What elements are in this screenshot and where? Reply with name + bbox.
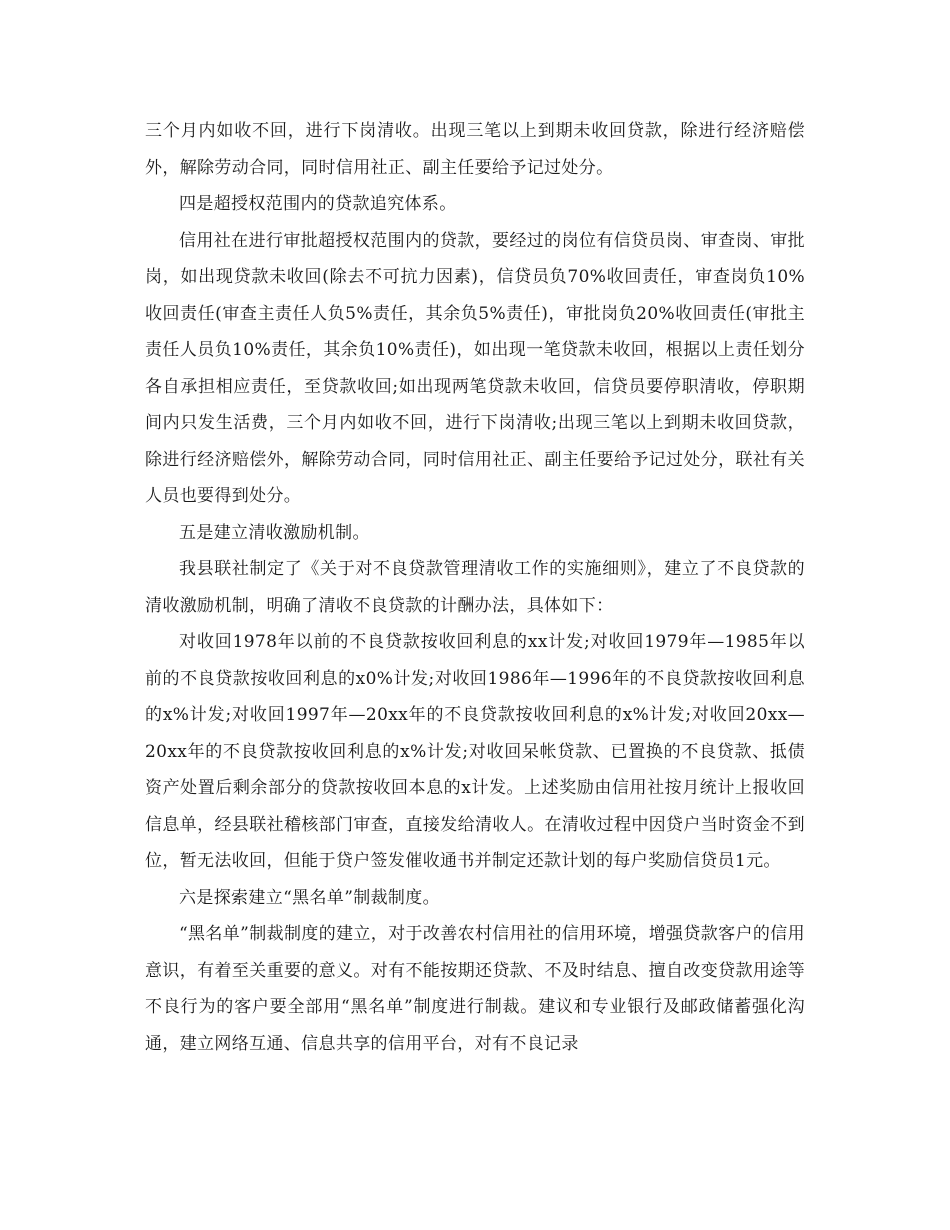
paragraph-over-authority-details: 信用社在进行审批超授权范围内的贷款，要经过的岗位有信贷员岗、审查岗、审批岗，如出现贷款未收回(除去不可抗力因素)，信贷员负70%收回责任，审查岗负10%收回责任(审查主责任人负5%责任，其余负5%责任)，审批岗负20%收回责任(审批主责任人员负10%责任，其余负10%责任)，如出现一笔贷款未收回，根据以上责任划分各自承担相应责任，至贷款收回;如出现两笔贷款未收回，信贷员要停职清收，停职期间内只发生活费，三个月内如收不回，进行下岗清收;出现三笔以上到期未收回贷款，除进行经济赔偿外，解除劳动合同，同时信用社正、副主任要给予记过处分，联社有关人员也要得到处分。 [145,230,805,506]
paragraph-incentive-intro: 我县联社制定了《关于对不良贷款管理清收工作的实施细则》，建立了不良贷款的清收激励机制，明确了清收不良贷款的计酬办法，具体如下： [145,559,805,616]
heading-blacklist-system: 六是探索建立“黑名单”制裁制度。 [179,887,440,908]
document-page [145,113,805,1062]
paragraph-blacklist-details: “黑名单”制裁制度的建立，对于改善农村信用社的信用环境，增强贷款客户的信用意识，有着至关重要的意义。对有不能按期还贷款、不及时结息、擅自改变贷款用途等不良行为的客户要全部用“黑名单”制度进行制裁。建议和专业银行及邮政储蓄强化沟通，建立网络互通、信息共享的信用平台，对有不良记录 [145,924,805,1054]
paragraph-incentive-details: 对收回1978年以前的不良贷款按收回利息的xx计发;对收回1979年—1985年以前的不良贷款按收回利息的x0%计发;对收回1986年—1996年的不良贷款按收回利息的x%计发;对收回1997年—20xx年的不良贷款按收回利息的x%计发;对收回20xx—20xx年的不良贷款按收回利息的x%计发;对收回呆帐贷款、已置换的不良贷款、抵债资产处置后剩余部分的贷款按收回本息的x计发。上述奖励由信用社按月统计上报收回信息单，经县联社稽核部门审查，直接发给清收人。在清收过程中因贷户当时资金不到位，暂无法收回，但能于贷户签发催收通书并制定还款计划的每户奖励信贷员1元。 [145,632,805,871]
heading-over-authority-accountability: 四是超授权范围内的贷款追究体系。 [179,194,457,214]
heading-incentive-mechanism: 五是建立清收激励机制。 [179,522,370,543]
paragraph-1: 三个月内如收不回，进行下岗清收。出现三笔以上到期未收回贷款，除进行经济赔偿外，解除劳动合同，同时信用社正、副主任要给予记过处分。 [145,121,805,178]
